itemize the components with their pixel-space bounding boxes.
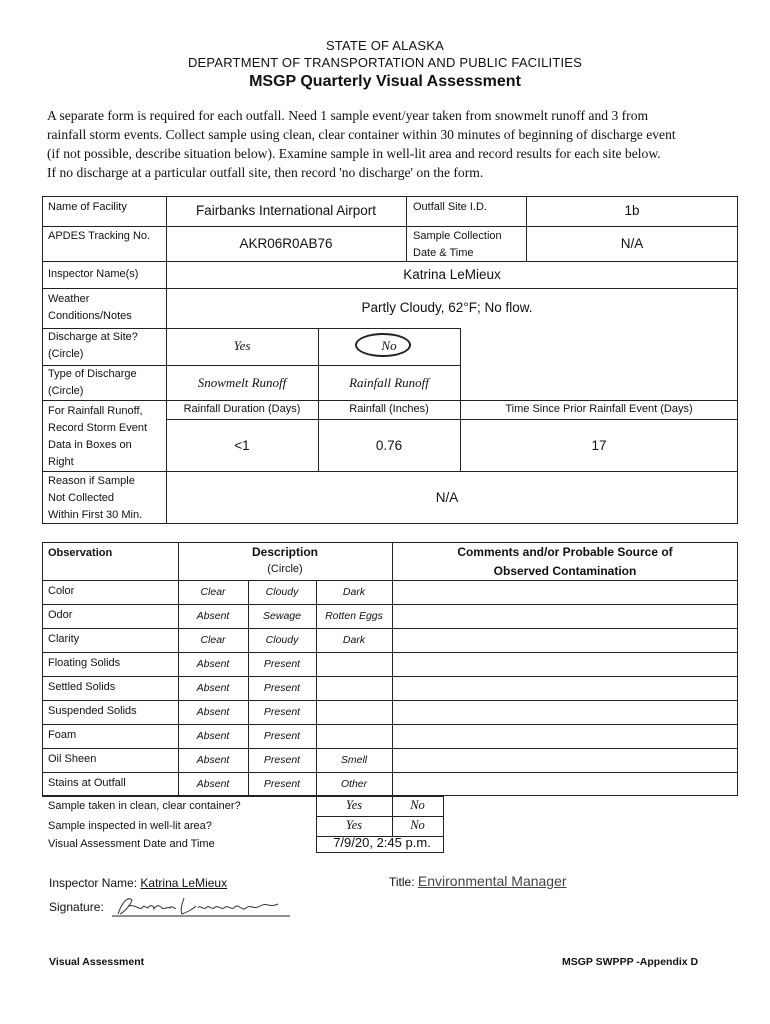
header-department: DEPARTMENT OF TRANSPORTATION AND PUBLIC FACILITIES: [187, 55, 583, 70]
obs-row-option: Clear: [200, 586, 226, 598]
obs-row-option: Other: [340, 778, 368, 790]
obs-row-option: Present: [263, 730, 301, 742]
reason-value: N/A: [435, 490, 459, 505]
weather-label: Weather: [48, 293, 90, 305]
obs-col-comments: Comments and/or Probable Source of: [457, 545, 673, 559]
discharge-label: (Circle): [48, 348, 84, 360]
rain-label: Record Storm Event: [48, 422, 148, 434]
obs-col-observation: Observation: [48, 547, 113, 559]
obs-row-option: Absent: [196, 610, 230, 622]
rain-label: Data in Boxes on: [48, 439, 132, 451]
reason-label: Within First 30 Min.: [48, 509, 143, 521]
obs-col-circle: (Circle): [267, 563, 303, 575]
outfall-label: Outfall Site I.D.: [413, 201, 487, 213]
obs-row-option: Smell: [340, 754, 368, 766]
reason-label: Reason if Sample: [48, 475, 135, 487]
instructions-line: (if not possible, describe situation below). Examine sample in well-lit area and record results for each site below.: [47, 146, 661, 161]
obs-row-option: Cloudy: [265, 586, 299, 598]
rain-prior-value: 17: [591, 438, 607, 453]
question-clean-yes: Yes: [345, 798, 363, 812]
type-rainfall: Rainfall Runoff: [349, 375, 429, 390]
obs-row-option: Present: [263, 658, 301, 670]
obs-row-option: Rotten Eggs: [325, 610, 383, 622]
discharge-label: Discharge at Site?: [48, 331, 138, 343]
footer-right: MSGP SWPPP -Appendix D: [562, 956, 699, 968]
form-title: MSGP Quarterly Visual Assessment: [249, 73, 521, 90]
obs-row-option: Absent: [196, 706, 230, 718]
obs-row-label: Floating Solids: [48, 657, 121, 669]
obs-row-option: Present: [263, 754, 301, 766]
obs-row-label: Foam: [48, 729, 77, 741]
obs-row-option: Clear: [200, 634, 226, 646]
outfall-value: 1b: [624, 203, 640, 218]
question-clean-container: Sample taken in clean, clear container?: [48, 800, 241, 812]
sample-date-label: Date & Time: [413, 247, 474, 259]
footer-inspector-value: Katrina LeMieux: [140, 876, 228, 890]
instructions-line: rainfall storm events. Collect sample using clean, clear container within 30 minutes of beginning of discharge event: [47, 127, 676, 142]
footer-title: [389, 873, 567, 889]
rain-prior-label: Time Since Prior Rainfall Event (Days): [505, 403, 693, 415]
instructions-line: If no discharge at a particular outfall site, then record 'no discharge' on the form.: [47, 165, 484, 180]
assessment-date-value: 7/9/20, 2:45 p.m.: [333, 835, 431, 850]
obs-row-label: Odor: [48, 609, 73, 621]
obs-row-option: Present: [263, 682, 301, 694]
rain-label: For Rainfall Runoff,: [48, 405, 143, 417]
obs-row-label: Stains at Outfall: [48, 777, 126, 789]
rain-inches-label: Rainfall (Inches): [349, 403, 429, 415]
obs-row-option: Absent: [196, 778, 230, 790]
rain-duration-label: Rainfall Duration (Days): [183, 403, 301, 415]
facility-value: Fairbanks International Airport: [195, 203, 377, 218]
footer-title-label: Title:: [389, 875, 415, 889]
obs-row-option: Sewage: [263, 610, 301, 622]
obs-row-option: Dark: [342, 634, 366, 646]
obs-row-option: Absent: [196, 658, 230, 670]
signature-label: Signature:: [49, 900, 104, 914]
inspector-value: Katrina LeMieux: [403, 267, 501, 282]
footer-title-value: Environmental Manager: [417, 873, 567, 889]
obs-row-option: Dark: [342, 586, 366, 598]
rain-duration-value: <1: [234, 438, 250, 453]
header-state: STATE OF ALASKA: [325, 38, 445, 53]
footer-inspector-label: Inspector Name:: [49, 876, 138, 890]
obs-row-label: Clarity: [48, 633, 80, 645]
obs-row-label: Suspended Solids: [48, 705, 137, 717]
question-well-lit-no: No: [410, 818, 425, 832]
apdes-value: AKR06R0AB76: [239, 236, 333, 251]
reason-label: Not Collected: [48, 492, 115, 504]
obs-row-option: Absent: [196, 682, 230, 694]
weather-value: Partly Cloudy, 62°F; No flow.: [361, 300, 533, 315]
obs-row-label: Settled Solids: [48, 681, 116, 693]
inspector-label: Inspector Name(s): [48, 268, 139, 280]
type-label: (Circle): [48, 385, 84, 397]
obs-row-option: Present: [263, 706, 301, 718]
obs-row-label: Oil Sheen: [48, 753, 97, 765]
rain-inches-value: 0.76: [375, 438, 403, 453]
obs-row-label: Color: [48, 585, 75, 597]
obs-row-option: Cloudy: [265, 634, 299, 646]
rain-label: Right: [48, 456, 74, 468]
obs-row-option: Absent: [196, 754, 230, 766]
question-clean-no: No: [410, 798, 425, 812]
type-label: Type of Discharge: [48, 368, 137, 380]
question-well-lit: Sample inspected in well-lit area?: [48, 820, 212, 832]
weather-label: Conditions/Notes: [48, 310, 132, 322]
instructions-line: A separate form is required for each outfall. Need 1 sample event/year taken from snowmelt runoff and 3 from: [47, 108, 649, 123]
instructions: [47, 106, 737, 182]
obs-col-description: Description: [251, 545, 318, 559]
assessment-date-label: Visual Assessment Date and Time: [48, 838, 215, 850]
obs-col-comments: Observed Contamination: [493, 564, 637, 578]
question-well-lit-yes: Yes: [345, 818, 363, 832]
facility-label: Name of Facility: [48, 201, 127, 213]
sample-date-label: Sample Collection: [413, 230, 502, 242]
type-snowmelt: Snowmelt Runoff: [197, 375, 287, 390]
apdes-label: APDES Tracking No.: [48, 230, 151, 242]
footer-inspector: [49, 876, 227, 890]
obs-row-option: Absent: [196, 730, 230, 742]
discharge-yes: Yes: [233, 338, 251, 353]
obs-row-option: Present: [263, 778, 301, 790]
sample-date-value: N/A: [620, 236, 644, 251]
footer-left: Visual Assessment: [49, 956, 145, 968]
discharge-no: No: [381, 338, 397, 353]
signature-image: [110, 890, 295, 920]
